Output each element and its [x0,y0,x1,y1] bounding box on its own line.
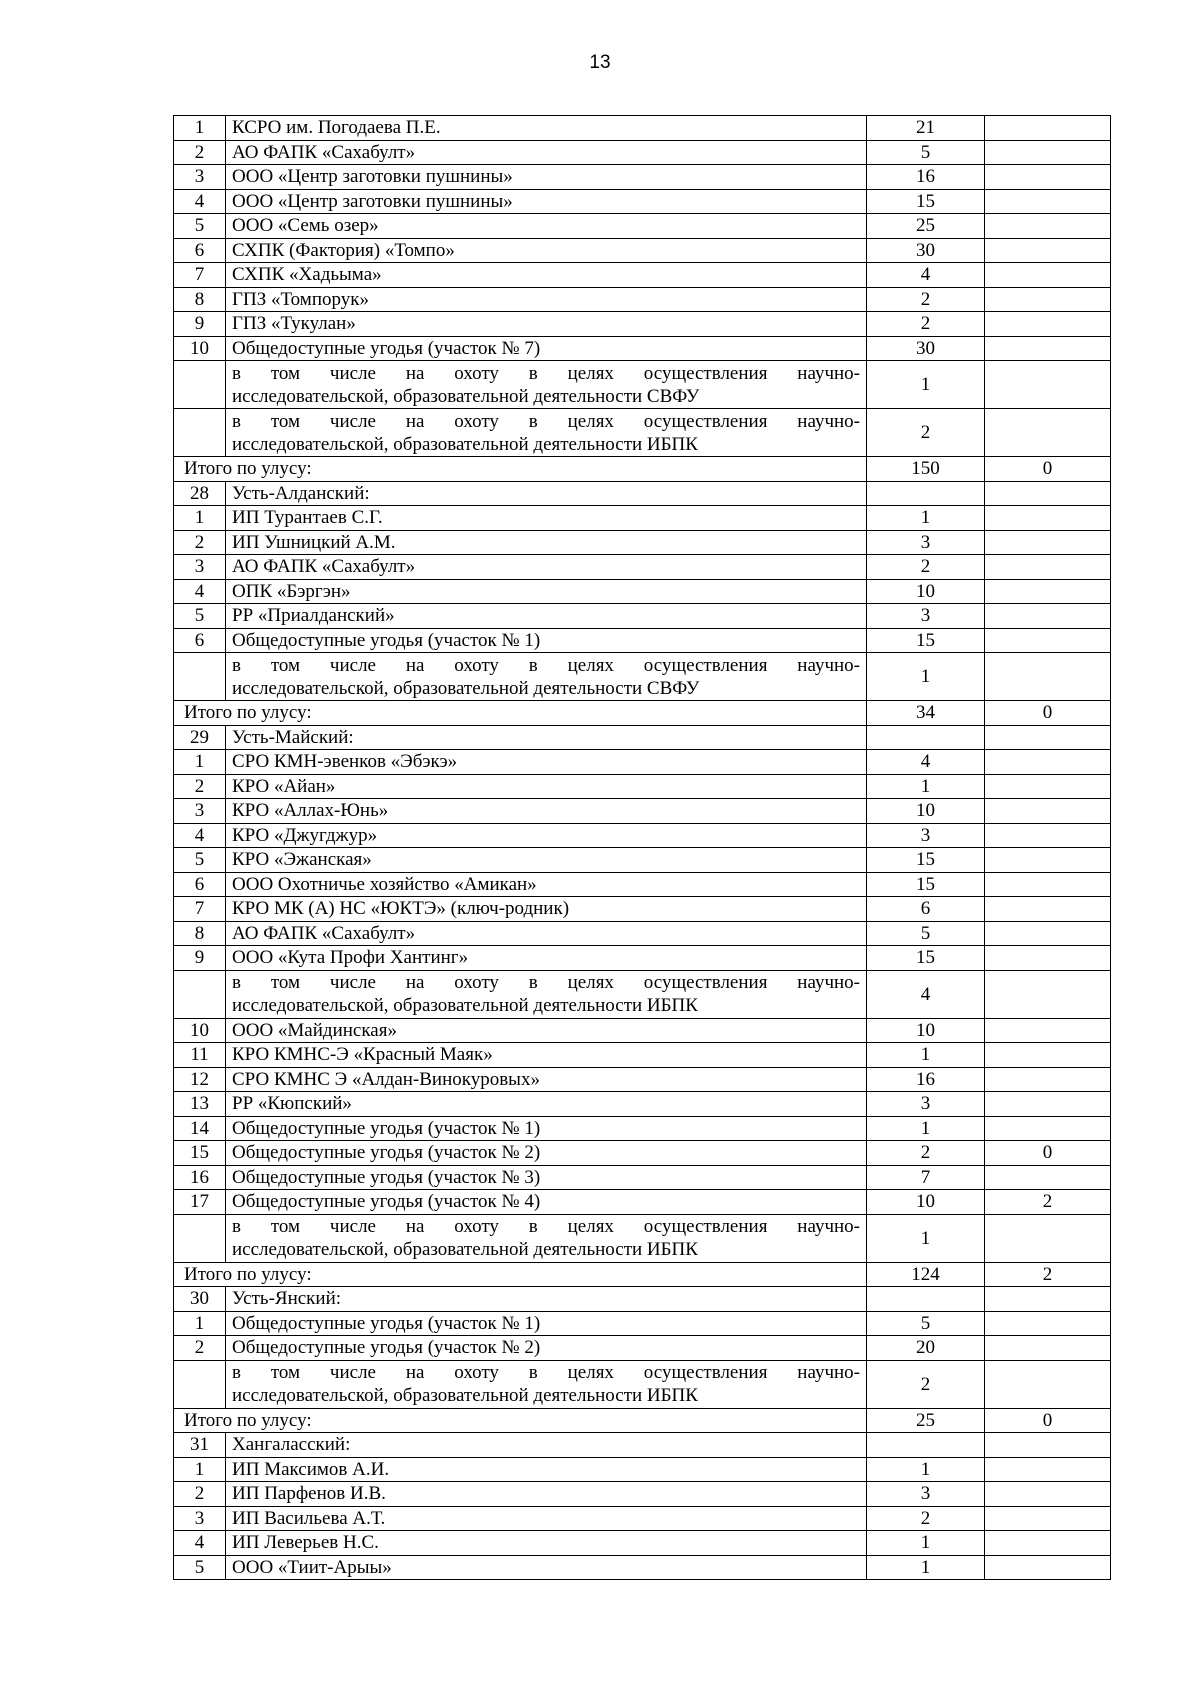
note-row [174,409,1111,457]
row-number: 10 [174,336,226,361]
row-quota: 20 [867,1336,985,1361]
row-name: КРО «Айан» [226,774,867,799]
row-name: Общедоступные угодья (участок № 1) [226,628,867,653]
note-row [174,361,1111,409]
row-number: 5 [174,604,226,629]
row-quota-2 [985,628,1111,653]
row-number: 12 [174,1067,226,1092]
row-name: ИП Максимов А.И. [226,1457,867,1482]
table-row [174,1531,1111,1556]
row-quota-2 [985,774,1111,799]
row-quota-2 [985,263,1111,288]
row-quota-2 [985,1433,1111,1458]
row-quota [867,1287,985,1312]
table-row [174,946,1111,971]
table-row [174,336,1111,361]
row-quota: 1 [867,361,985,409]
row-number: 5 [174,214,226,239]
row-number: 8 [174,287,226,312]
row-name: ООО «Майдинская» [226,1018,867,1043]
total-quota-2: 2 [985,1262,1111,1287]
row-quota-2 [985,946,1111,971]
row-quota: 3 [867,604,985,629]
row-quota-2 [985,1116,1111,1141]
row-quota: 1 [867,1214,985,1262]
row-number [174,970,226,1018]
row-quota [867,725,985,750]
row-name: ООО «Кута Профи Хантинг» [226,946,867,971]
table-row [174,263,1111,288]
row-number: 4 [174,189,226,214]
row-name: ГПЗ «Томпорук» [226,287,867,312]
row-number: 9 [174,946,226,971]
row-quota: 1 [867,506,985,531]
row-quota-2 [985,897,1111,922]
row-number: 31 [174,1433,226,1458]
row-name: Общедоступные угодья (участок № 2) [226,1141,867,1166]
table-row [174,1165,1111,1190]
row-quota-2 [985,1360,1111,1408]
row-number [174,1214,226,1262]
row-quota-2 [985,604,1111,629]
row-number: 29 [174,725,226,750]
table-row [174,312,1111,337]
row-name: Общедоступные угодья (участок № 1) [226,1311,867,1336]
row-name: ООО Охотничье хозяйство «Амикан» [226,872,867,897]
table-row [174,555,1111,580]
row-note [226,409,867,457]
table-row [174,1018,1111,1043]
row-number [174,1360,226,1408]
total-label: Итого по улусу: [174,1408,867,1433]
row-quota: 2 [867,555,985,580]
row-quota-2: 0 [985,1141,1111,1166]
row-name: Общедоступные угодья (участок № 3) [226,1165,867,1190]
row-number: 5 [174,848,226,873]
row-number: 13 [174,1092,226,1117]
row-quota-2 [985,555,1111,580]
row-name: КРО КМНС-Э «Красный Маяк» [226,1043,867,1068]
table-row [174,1067,1111,1092]
row-number [174,653,226,701]
row-quota: 16 [867,1067,985,1092]
row-quota-2 [985,116,1111,141]
total-label: Итого по улусу: [174,1262,867,1287]
row-number: 17 [174,1190,226,1215]
row-note [226,653,867,701]
row-quota-2 [985,165,1111,190]
row-quota-2 [985,1043,1111,1068]
row-quota-2 [985,481,1111,506]
table-row [174,287,1111,312]
row-quota: 5 [867,140,985,165]
table-row [174,1190,1111,1215]
row-quota-2 [985,530,1111,555]
note-line-2: исследовательской, образовательной деятельности ИБПК [232,995,698,1016]
row-quota-2 [985,1067,1111,1092]
row-number: 4 [174,579,226,604]
row-number: 10 [174,1018,226,1043]
table-row [174,1433,1111,1458]
row-quota: 1 [867,1116,985,1141]
row-number: 1 [174,116,226,141]
row-quota: 3 [867,823,985,848]
row-quota: 15 [867,189,985,214]
table-row [174,1116,1111,1141]
quota-table [173,115,1111,1580]
row-quota-2: 2 [985,1190,1111,1215]
note-line-1: в том числе на охоту в целях осуществления научно- [232,654,860,676]
row-number: 2 [174,1482,226,1507]
note-line-1: в том числе на охоту в целях осуществления научно- [232,362,860,384]
row-name: ОПК «Бэргэн» [226,579,867,604]
row-number: 1 [174,1311,226,1336]
row-number: 7 [174,263,226,288]
note-row [174,653,1111,701]
row-quota: 10 [867,579,985,604]
note-line-1: в том числе на охоту в целях осуществления научно- [232,410,860,432]
row-quota: 4 [867,970,985,1018]
row-name: Общедоступные угодья (участок № 4) [226,1190,867,1215]
row-quota: 15 [867,946,985,971]
table-row [174,214,1111,239]
row-quota: 3 [867,1482,985,1507]
row-name: ИП Ушницкий А.М. [226,530,867,555]
row-name: СХПК «Хадьыма» [226,263,867,288]
row-quota-2 [985,506,1111,531]
row-quota-2 [985,799,1111,824]
row-name: ИП Васильева А.Т. [226,1506,867,1531]
table-row [174,1457,1111,1482]
row-name: РР «Приалданский» [226,604,867,629]
note-line-1: в том числе на охоту в целях осуществления научно- [232,1216,860,1237]
row-number: 2 [174,1336,226,1361]
row-quota-2 [985,750,1111,775]
note-row [174,970,1111,1018]
row-number: 28 [174,481,226,506]
row-name: КРО «Аллах-Юнь» [226,799,867,824]
row-quota: 10 [867,799,985,824]
row-quota: 30 [867,336,985,361]
row-quota-2 [985,872,1111,897]
table-row [174,1555,1111,1580]
row-quota: 1 [867,1457,985,1482]
row-name: СХПК (Фактория) «Томпо» [226,238,867,263]
row-name: КСРО им. Погодаева П.Е. [226,116,867,141]
note-line-2: исследовательской, образовательной деятельности ИБПК [232,433,698,455]
row-quota: 6 [867,897,985,922]
row-name: ИП Парфенов И.В. [226,1482,867,1507]
table-row [174,725,1111,750]
row-number: 14 [174,1116,226,1141]
row-number: 3 [174,1506,226,1531]
row-number [174,409,226,457]
row-quota: 1 [867,653,985,701]
note-line-2: исследовательской, образовательной деятельности ИБПК [232,1385,698,1406]
row-quota-2 [985,214,1111,239]
note-row [174,1214,1111,1262]
row-quota-2 [985,579,1111,604]
row-quota-2 [985,848,1111,873]
row-number: 15 [174,1141,226,1166]
table-row [174,774,1111,799]
row-number: 1 [174,750,226,775]
row-quota-2 [985,1482,1111,1507]
row-quota: 2 [867,312,985,337]
row-name: ООО «Центр заготовки пушнины» [226,189,867,214]
row-name: Усть-Алданский: [226,481,867,506]
row-quota: 2 [867,1360,985,1408]
row-quota: 2 [867,1506,985,1531]
row-name: ООО «Тиит-Арыы» [226,1555,867,1580]
note-row [174,1360,1111,1408]
row-quota [867,481,985,506]
row-name: КРО МК (А) НС «ЮКТЭ» (ключ-родник) [226,897,867,922]
row-name: СРО КМН-эвенков «Эбэкэ» [226,750,867,775]
table-row [174,481,1111,506]
row-quota-2 [985,1336,1111,1361]
row-name: ИП Турантаев С.Г. [226,506,867,531]
row-name: ООО «Центр заготовки пушнины» [226,165,867,190]
row-number: 4 [174,823,226,848]
row-quota: 2 [867,287,985,312]
row-number: 2 [174,774,226,799]
table-row [174,604,1111,629]
note-line-2: исследовательской, образовательной деятельности СВФУ [232,385,700,407]
row-quota-2 [985,238,1111,263]
table-row [174,530,1111,555]
row-quota: 1 [867,1531,985,1556]
row-note [226,1360,867,1408]
table-row [174,1506,1111,1531]
row-name: Общедоступные угодья (участок № 1) [226,1116,867,1141]
row-note [226,970,867,1018]
table-row [174,506,1111,531]
row-name: КРО «Эжанская» [226,848,867,873]
row-number: 30 [174,1287,226,1312]
row-number: 3 [174,555,226,580]
row-quota-2 [985,1214,1111,1262]
total-quota-2: 0 [985,1408,1111,1433]
row-note [226,361,867,409]
row-name: АО ФАПК «Сахабулт» [226,921,867,946]
row-quota: 15 [867,628,985,653]
row-number: 6 [174,238,226,263]
row-name: КРО «Джугджур» [226,823,867,848]
row-quota: 1 [867,1043,985,1068]
total-label: Итого по улусу: [174,457,867,482]
row-number: 1 [174,1457,226,1482]
total-row [174,1262,1111,1287]
row-name: ООО «Семь озер» [226,214,867,239]
total-quota: 124 [867,1262,985,1287]
row-quota-2 [985,361,1111,409]
row-quota-2 [985,336,1111,361]
row-quota-2 [985,1506,1111,1531]
row-number [174,361,226,409]
row-quota: 4 [867,263,985,288]
table-row [174,921,1111,946]
row-quota: 25 [867,214,985,239]
row-quota: 5 [867,1311,985,1336]
row-quota [867,1433,985,1458]
table-row [174,750,1111,775]
row-quota: 3 [867,530,985,555]
row-name: Усть-Майский: [226,725,867,750]
table-row [174,238,1111,263]
table-row [174,897,1111,922]
table-row [174,1141,1111,1166]
row-quota: 15 [867,848,985,873]
total-label: Итого по улусу: [174,701,867,726]
note-line-2: исследовательской, образовательной деятельности ИБПК [232,1239,698,1260]
row-quota-2 [985,1555,1111,1580]
total-row [174,701,1111,726]
row-note [226,1214,867,1262]
row-quota: 1 [867,774,985,799]
table-row [174,799,1111,824]
row-quota-2 [985,189,1111,214]
row-name: ГПЗ «Тукулан» [226,312,867,337]
row-name: АО ФАПК «Сахабулт» [226,555,867,580]
row-quota-2 [985,140,1111,165]
total-row [174,457,1111,482]
table-row [174,165,1111,190]
row-quota: 4 [867,750,985,775]
row-number: 1 [174,506,226,531]
row-name: СРО КМНС Э «Алдан-Винокуровых» [226,1067,867,1092]
row-quota: 2 [867,409,985,457]
row-quota-2 [985,1092,1111,1117]
row-quota-2 [985,1311,1111,1336]
row-quota: 21 [867,116,985,141]
row-quota-2 [985,1018,1111,1043]
total-quota: 150 [867,457,985,482]
row-quota-2 [985,970,1111,1018]
table-row [174,1482,1111,1507]
total-quota-2: 0 [985,701,1111,726]
row-number: 5 [174,1555,226,1580]
row-quota-2 [985,312,1111,337]
row-quota-2 [985,921,1111,946]
table-row [174,116,1111,141]
row-number: 11 [174,1043,226,1068]
row-quota-2 [985,409,1111,457]
row-quota-2 [985,653,1111,701]
table-row [174,1311,1111,1336]
row-quota-2 [985,1457,1111,1482]
table-row [174,1043,1111,1068]
total-quota: 34 [867,701,985,726]
table-row [174,1092,1111,1117]
row-number: 6 [174,628,226,653]
row-name: Общедоступные угодья (участок № 7) [226,336,867,361]
row-name: РР «Кюпский» [226,1092,867,1117]
page-number: 13 [589,52,611,73]
row-quota: 10 [867,1190,985,1215]
row-quota-2 [985,725,1111,750]
row-quota: 16 [867,165,985,190]
quota-table-body [174,116,1111,1580]
total-row [174,1408,1111,1433]
row-number: 4 [174,1531,226,1556]
row-name: Общедоступные угодья (участок № 2) [226,1336,867,1361]
note-line-2: исследовательской, образовательной деятельности СВФУ [232,677,700,699]
row-number: 7 [174,897,226,922]
table-row [174,628,1111,653]
table-row [174,1287,1111,1312]
row-name: Усть-Янский: [226,1287,867,1312]
row-number: 3 [174,799,226,824]
row-quota: 1 [867,1555,985,1580]
row-quota-2 [985,1531,1111,1556]
total-quota-2: 0 [985,457,1111,482]
row-name: ИП Леверьев Н.С. [226,1531,867,1556]
row-quota-2 [985,287,1111,312]
table-row [174,579,1111,604]
total-quota: 25 [867,1408,985,1433]
row-number: 6 [174,872,226,897]
row-number: 3 [174,165,226,190]
row-number: 2 [174,530,226,555]
note-line-1: в том числе на охоту в целях осуществления научно- [232,1362,860,1383]
row-name: АО ФАПК «Сахабулт» [226,140,867,165]
row-number: 2 [174,140,226,165]
table-row [174,872,1111,897]
row-quota: 7 [867,1165,985,1190]
row-quota: 15 [867,872,985,897]
table-row [174,1336,1111,1361]
row-number: 9 [174,312,226,337]
table-row [174,848,1111,873]
row-number: 8 [174,921,226,946]
row-name: Хангаласский: [226,1433,867,1458]
row-quota: 2 [867,1141,985,1166]
row-quota-2 [985,1165,1111,1190]
row-quota: 10 [867,1018,985,1043]
row-quota: 30 [867,238,985,263]
row-quota-2 [985,823,1111,848]
table-row [174,823,1111,848]
row-quota: 3 [867,1092,985,1117]
note-line-1: в том числе на охоту в целях осуществления научно- [232,972,860,993]
row-quota: 5 [867,921,985,946]
table-row [174,140,1111,165]
row-quota-2 [985,1287,1111,1312]
table-row [174,189,1111,214]
row-number: 16 [174,1165,226,1190]
